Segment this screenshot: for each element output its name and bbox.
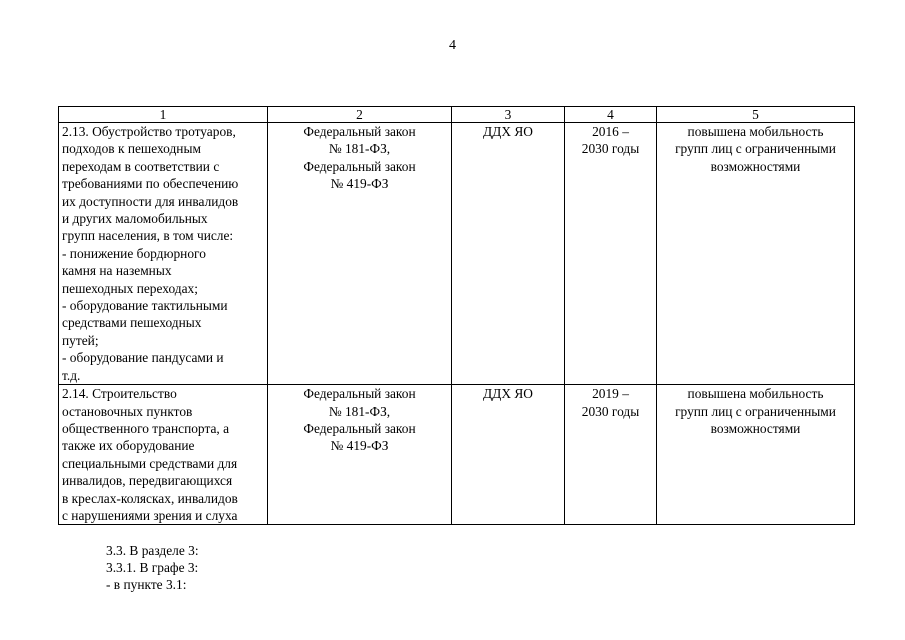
cell-text-line: ДДХ ЯО xyxy=(483,124,533,139)
cell-text-line: повышена мобильность xyxy=(687,386,824,402)
legal-basis-cell xyxy=(268,385,452,525)
cell-text-line: Федеральный закон xyxy=(303,158,416,174)
cell-text-line: в креслах-колясках, инвалидов xyxy=(62,490,238,506)
cell-text-line: - оборудование тактильными xyxy=(62,298,228,314)
cell-text-line: требованиями по обеспечению xyxy=(62,176,239,192)
cell-text-line: 2016 – xyxy=(592,124,629,139)
table-row xyxy=(59,385,855,525)
column-header-2: 2 xyxy=(268,107,452,123)
footer-line: 3.3. В разделе 3: xyxy=(106,543,199,558)
cell-text-line: переходам в соответствии с xyxy=(62,158,220,174)
cell-text-line: специальными средствами для xyxy=(62,455,238,471)
cell-text-line: групп населения, в том числе: xyxy=(62,228,234,244)
cell-text-line: 2030 годы xyxy=(581,141,640,157)
cell-text-line: 2019 – xyxy=(592,386,629,402)
table-header-row xyxy=(59,107,855,123)
page-number: 4 xyxy=(449,38,456,53)
cell-text-line: т.д. xyxy=(62,367,81,383)
period-cell xyxy=(565,385,657,525)
cell-text-line: средствами пешеходных xyxy=(62,315,202,331)
legal-basis-cell xyxy=(268,123,452,385)
measures-table xyxy=(58,106,855,525)
cell-text-line: возможностями xyxy=(710,158,801,174)
cell-text-line: 2030 годы xyxy=(581,403,640,419)
cell-text-line: Федеральный закон xyxy=(303,124,416,139)
footer-line: - в пункте 3.1: xyxy=(106,577,187,592)
cell-text-line: их доступности для инвалидов xyxy=(62,193,239,209)
period-cell xyxy=(565,123,657,385)
cell-text-line: № 419-ФЗ xyxy=(330,176,389,192)
cell-text-line: ДДХ ЯО xyxy=(483,386,533,402)
cell-text-line: возможностями xyxy=(710,420,801,436)
cell-text-line: 2.14. Строительство xyxy=(62,386,177,402)
cell-text-line: с нарушениями зрения и слуха xyxy=(62,507,238,523)
cell-text-line: № 419-ФЗ xyxy=(330,438,389,454)
cell-text-line: остановочных пунктов xyxy=(62,403,193,419)
column-header-5: 5 xyxy=(657,107,855,123)
cell-text-line: Федеральный закон xyxy=(303,386,416,402)
measure-cell xyxy=(59,385,268,525)
cell-text-line: также их оборудование xyxy=(62,438,195,454)
cell-text-line: камня на наземных xyxy=(62,263,172,279)
cell-text-line: путей; xyxy=(62,332,99,348)
cell-text-line: 2.13. Обустройство тротуаров, xyxy=(62,124,236,139)
cell-text-line: повышена мобильность xyxy=(687,124,824,139)
cell-text-line: - понижение бордюрного xyxy=(62,245,206,261)
cell-text-line: и других маломобильных xyxy=(62,211,208,227)
column-header-4: 4 xyxy=(565,107,657,123)
cell-text-line: № 181-ФЗ, xyxy=(328,141,391,157)
result-cell xyxy=(657,123,855,385)
cell-text-line: инвалидов, передвигающихся xyxy=(62,473,233,489)
column-header-1: 1 xyxy=(59,107,268,123)
column-header-3: 3 xyxy=(452,107,565,123)
cell-text-line: - оборудование пандусами и xyxy=(62,350,224,366)
footer-line: 3.3.1. В графе 3: xyxy=(106,560,199,575)
cell-text-line: № 181-ФЗ, xyxy=(328,403,391,419)
cell-text-line: Федеральный закон xyxy=(303,420,416,436)
measure-cell xyxy=(59,123,268,385)
cell-text-line: пешеходных переходах; xyxy=(62,280,198,296)
cell-text-line: подходов к пешеходным xyxy=(62,141,201,157)
cell-text-line: групп лиц с ограниченными xyxy=(675,403,836,419)
table-row xyxy=(59,123,855,385)
result-cell xyxy=(657,385,855,525)
executor-cell xyxy=(452,385,565,525)
footer-text xyxy=(106,542,199,593)
cell-text-line: групп лиц с ограниченными xyxy=(675,141,836,157)
executor-cell xyxy=(452,123,565,385)
cell-text-line: общественного транспорта, а xyxy=(62,420,230,436)
